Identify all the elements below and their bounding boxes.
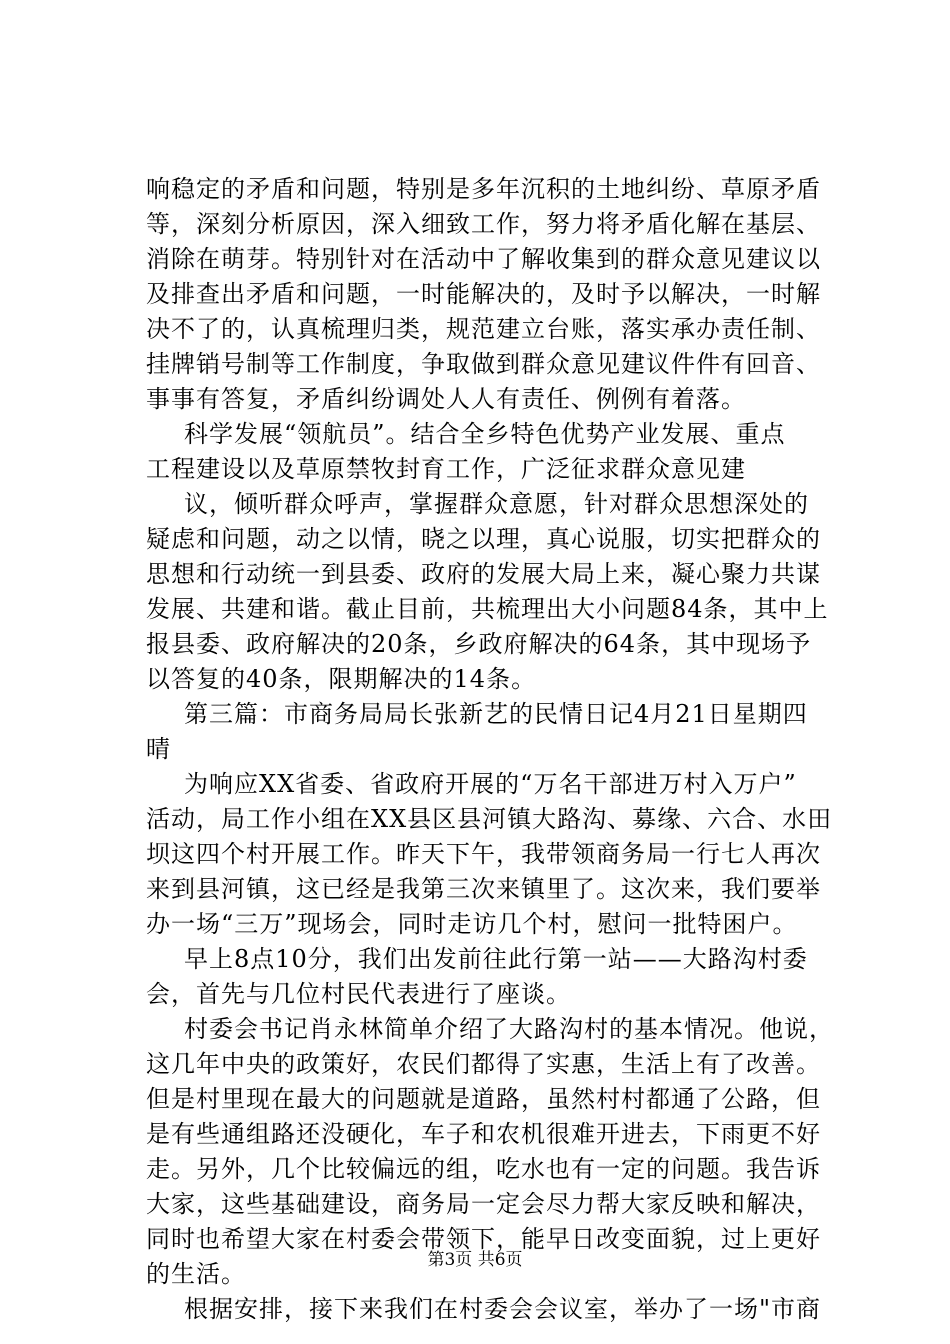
text-line: 思想和行动统一到县委、政府的发展大局上来，凝心聚力共谋 xyxy=(146,560,821,588)
text-line: 大家，这些基础建设，商务局一定会尽力帮大家反映和解决， xyxy=(146,1190,821,1218)
document-body xyxy=(146,172,834,1327)
text-line: 疑虑和问题，动之以情，晓之以理，真心说服，切实把群众的 xyxy=(146,525,821,553)
page-footer: 第3页 共6页 xyxy=(427,1250,523,1270)
text-line: 发展、共建和谐。截止目前，共梳理出大小问题84条，其中上 xyxy=(146,595,829,623)
text-line: 村委会书记肖永林简单介绍了大路沟村的基本情况。他说， xyxy=(184,1015,834,1043)
text-line: 早上8点10分，我们出发前往此行第一站——大路沟村委 xyxy=(184,945,808,973)
text-line: 的生活。 xyxy=(146,1260,246,1288)
text-line: 来到县河镇，这已经是我第三次来镇里了。这次来，我们要举 xyxy=(146,875,821,903)
text-line: 科学发展“领航员”。结合全乡特色优势产业发展、重点 xyxy=(184,420,786,448)
text-line: 办一场“三万”现场会，同时走访几个村，慰问一批特困户。 xyxy=(146,910,798,938)
text-line: 工程建设以及草原禁牧封育工作，广泛征求群众意见建 xyxy=(146,455,746,483)
text-line: 坝这四个村开展工作。昨天下午，我带领商务局一行七人再次 xyxy=(146,840,821,868)
text-line: 及排查出矛盾和问题，一时能解决的，及时予以解决，一时解 xyxy=(146,280,821,308)
text-line: 等，深刻分析原因，深入细致工作，努力将矛盾化解在基层、 xyxy=(146,210,821,238)
text-line: 事事有答复，矛盾纠纷调处人人有责任、例例有着落。 xyxy=(146,385,746,413)
text-line: 挂牌销号制等工作制度，争取做到群众意见建议件件有回音、 xyxy=(146,350,821,378)
text-line: 为响应XX省委、省政府开展的“万名干部进万村入万户” xyxy=(184,770,797,798)
text-line: 走。另外，几个比较偏远的组，吃水也有一定的问题。我告诉 xyxy=(146,1155,821,1183)
text-line: 报县委、政府解决的20条，乡政府解决的64条，其中现场予 xyxy=(146,630,812,658)
text-line: 根据安排，接下来我们在村委会会议室，举办了一场"市商 xyxy=(184,1295,822,1323)
text-line: 会，首先与几位村民代表进行了座谈。 xyxy=(146,980,571,1008)
text-line: 但是村里现在最大的问题就是道路，虽然村村都通了公路，但 xyxy=(146,1085,821,1113)
text-line: 响稳定的矛盾和问题，特别是多年沉积的土地纠纷、草原矛盾 xyxy=(146,175,821,203)
text-line: 是有些通组路还没硬化，车子和农机很难开进去，下雨更不好 xyxy=(146,1120,821,1148)
text-line: 决不了的，认真梳理归类，规范建立台账，落实承办责任制、 xyxy=(146,315,821,343)
text-line: 消除在萌芽。特别针对在活动中了解收集到的群众意见建议以 xyxy=(146,245,821,273)
text-line: 同时也希望大家在村委会带领下，能早日改变面貌，过上更好 xyxy=(146,1225,821,1253)
text-line: 晴 xyxy=(146,735,171,763)
text-line: 活动，局工作小组在XX县区县河镇大路沟、募缘、六合、水田 xyxy=(146,805,833,833)
text-line: 以答复的40条，限期解决的14条。 xyxy=(146,665,537,693)
text-line: 议，倾听群众呼声，掌握群众意愿，针对群众思想深处的 xyxy=(184,490,809,518)
text-line: 第三篇：市商务局局长张新艺的民情日记4月21日星期四 xyxy=(184,700,808,728)
text-line: 这几年中央的政策好，农民们都得了实惠，生活上有了改善。 xyxy=(146,1050,821,1078)
